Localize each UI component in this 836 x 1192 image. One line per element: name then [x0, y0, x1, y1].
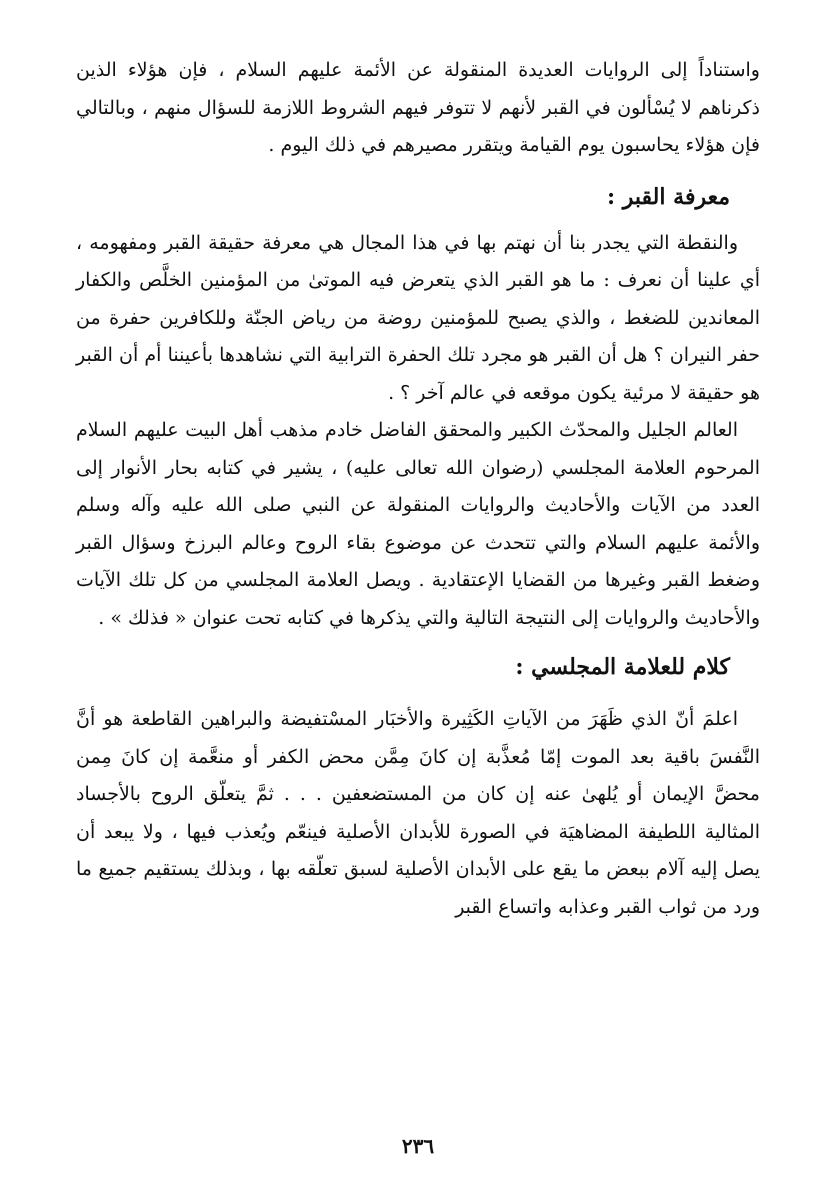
page-number: ٢٣٦ — [401, 1134, 435, 1158]
section-heading-majlisi-words: كلام للعلامة المجلسي : — [515, 654, 730, 680]
intro-paragraph: واستناداً إلى الروايات العديدة المنقولة عن الأئمة عليهم السلام ، فإن هؤلاء الذين ذكرناهم لا يُسْألون في القبر لأنهم لا تتوفر فيهم الشروط اللازمة للسؤال منهم ، وبالتالي فإن هؤلاء يحاسبون يوم القيامة ويتقرر مصيرهم في ذلك اليوم . — [76, 59, 760, 156]
section-heading-grave-knowledge: معرفة القبر : — [606, 183, 730, 210]
paragraph-grave-definition: والنقطة التي يجدر بنا أن نهتم بها في هذا المجال هي معرفة حقيقة القبر ومفهومه ، أي علينا أن نعرف : ما هو القبر الذي يتعرض فيه الموتىٰ من المؤمنين الخلَّص والكفار المعاندين للضغط ، والذي يصبح للمؤمنين روضة من رياض الجنّة وللكافرين حفرة من حفر النيران ؟ هل أن القبر هو مجرد تلك الحفرة الترابية التي نشاهدها بأعيننا أم أن القبر هو حقيقة لا مرئية يكون موقعه في عالم آخر ؟ . — [76, 231, 760, 404]
paragraph-majlisi-intro: العالم الجليل والمحدّث الكبير والمحقق الفاضل خادم مذهب أهل البيت عليهم السلام المرحوم العلامة المجلسي (رضوان الله تعالى عليه) ، يشير في كتابه بحار الأنوار إلى العدد من الآيات والأحاديث والروايات المنقولة عن النبي صلى الله عليه وآله وسلم والأئمة عليهم السلام والتي تتحدث عن موضوع بقاء الروح وعالم البرزخ وسؤال القبر وضغط القبر وغيرها من القضايا الإعتقادية . ويصل العلامة المجلسي من كل تلك الآيات والأحاديث والروايات إلى النتيجة التالية والتي يذكرها في كتابه تحت عنوان « فذلك » . — [76, 419, 760, 629]
paragraph-majlisi-quote: اعلمَ أنّ الذي ظَهَرَ من الآياتِ الكَثِيرة والأخبَار المسْتفيضة والبراهين القاطعة هو أنَّ النَّفسَ باقية بعد الموت إمّا مُعذَّبة إن كانَ مِمَّن محض الكفر أو منعَّمة إن كانَ مِمن محضَّ الإيمان أو يُلهىٰ عنه إن كان من المستضعفين . . . ثمَّ يتعلّق الروح بالأجساد المثالية اللطيفة المضاهيَة في الصورة للأبدان الأصلية فينعّم ويُعذب فيها ، ولا يبعد أن يصل إليه آلام ببعض ما يقع على الأبدان الأصلية لسبق تعلّقه بها ، وبذلك يستقيم جميع ما ورد من ثواب القبر وعذابه واتساع القبر — [76, 708, 760, 918]
